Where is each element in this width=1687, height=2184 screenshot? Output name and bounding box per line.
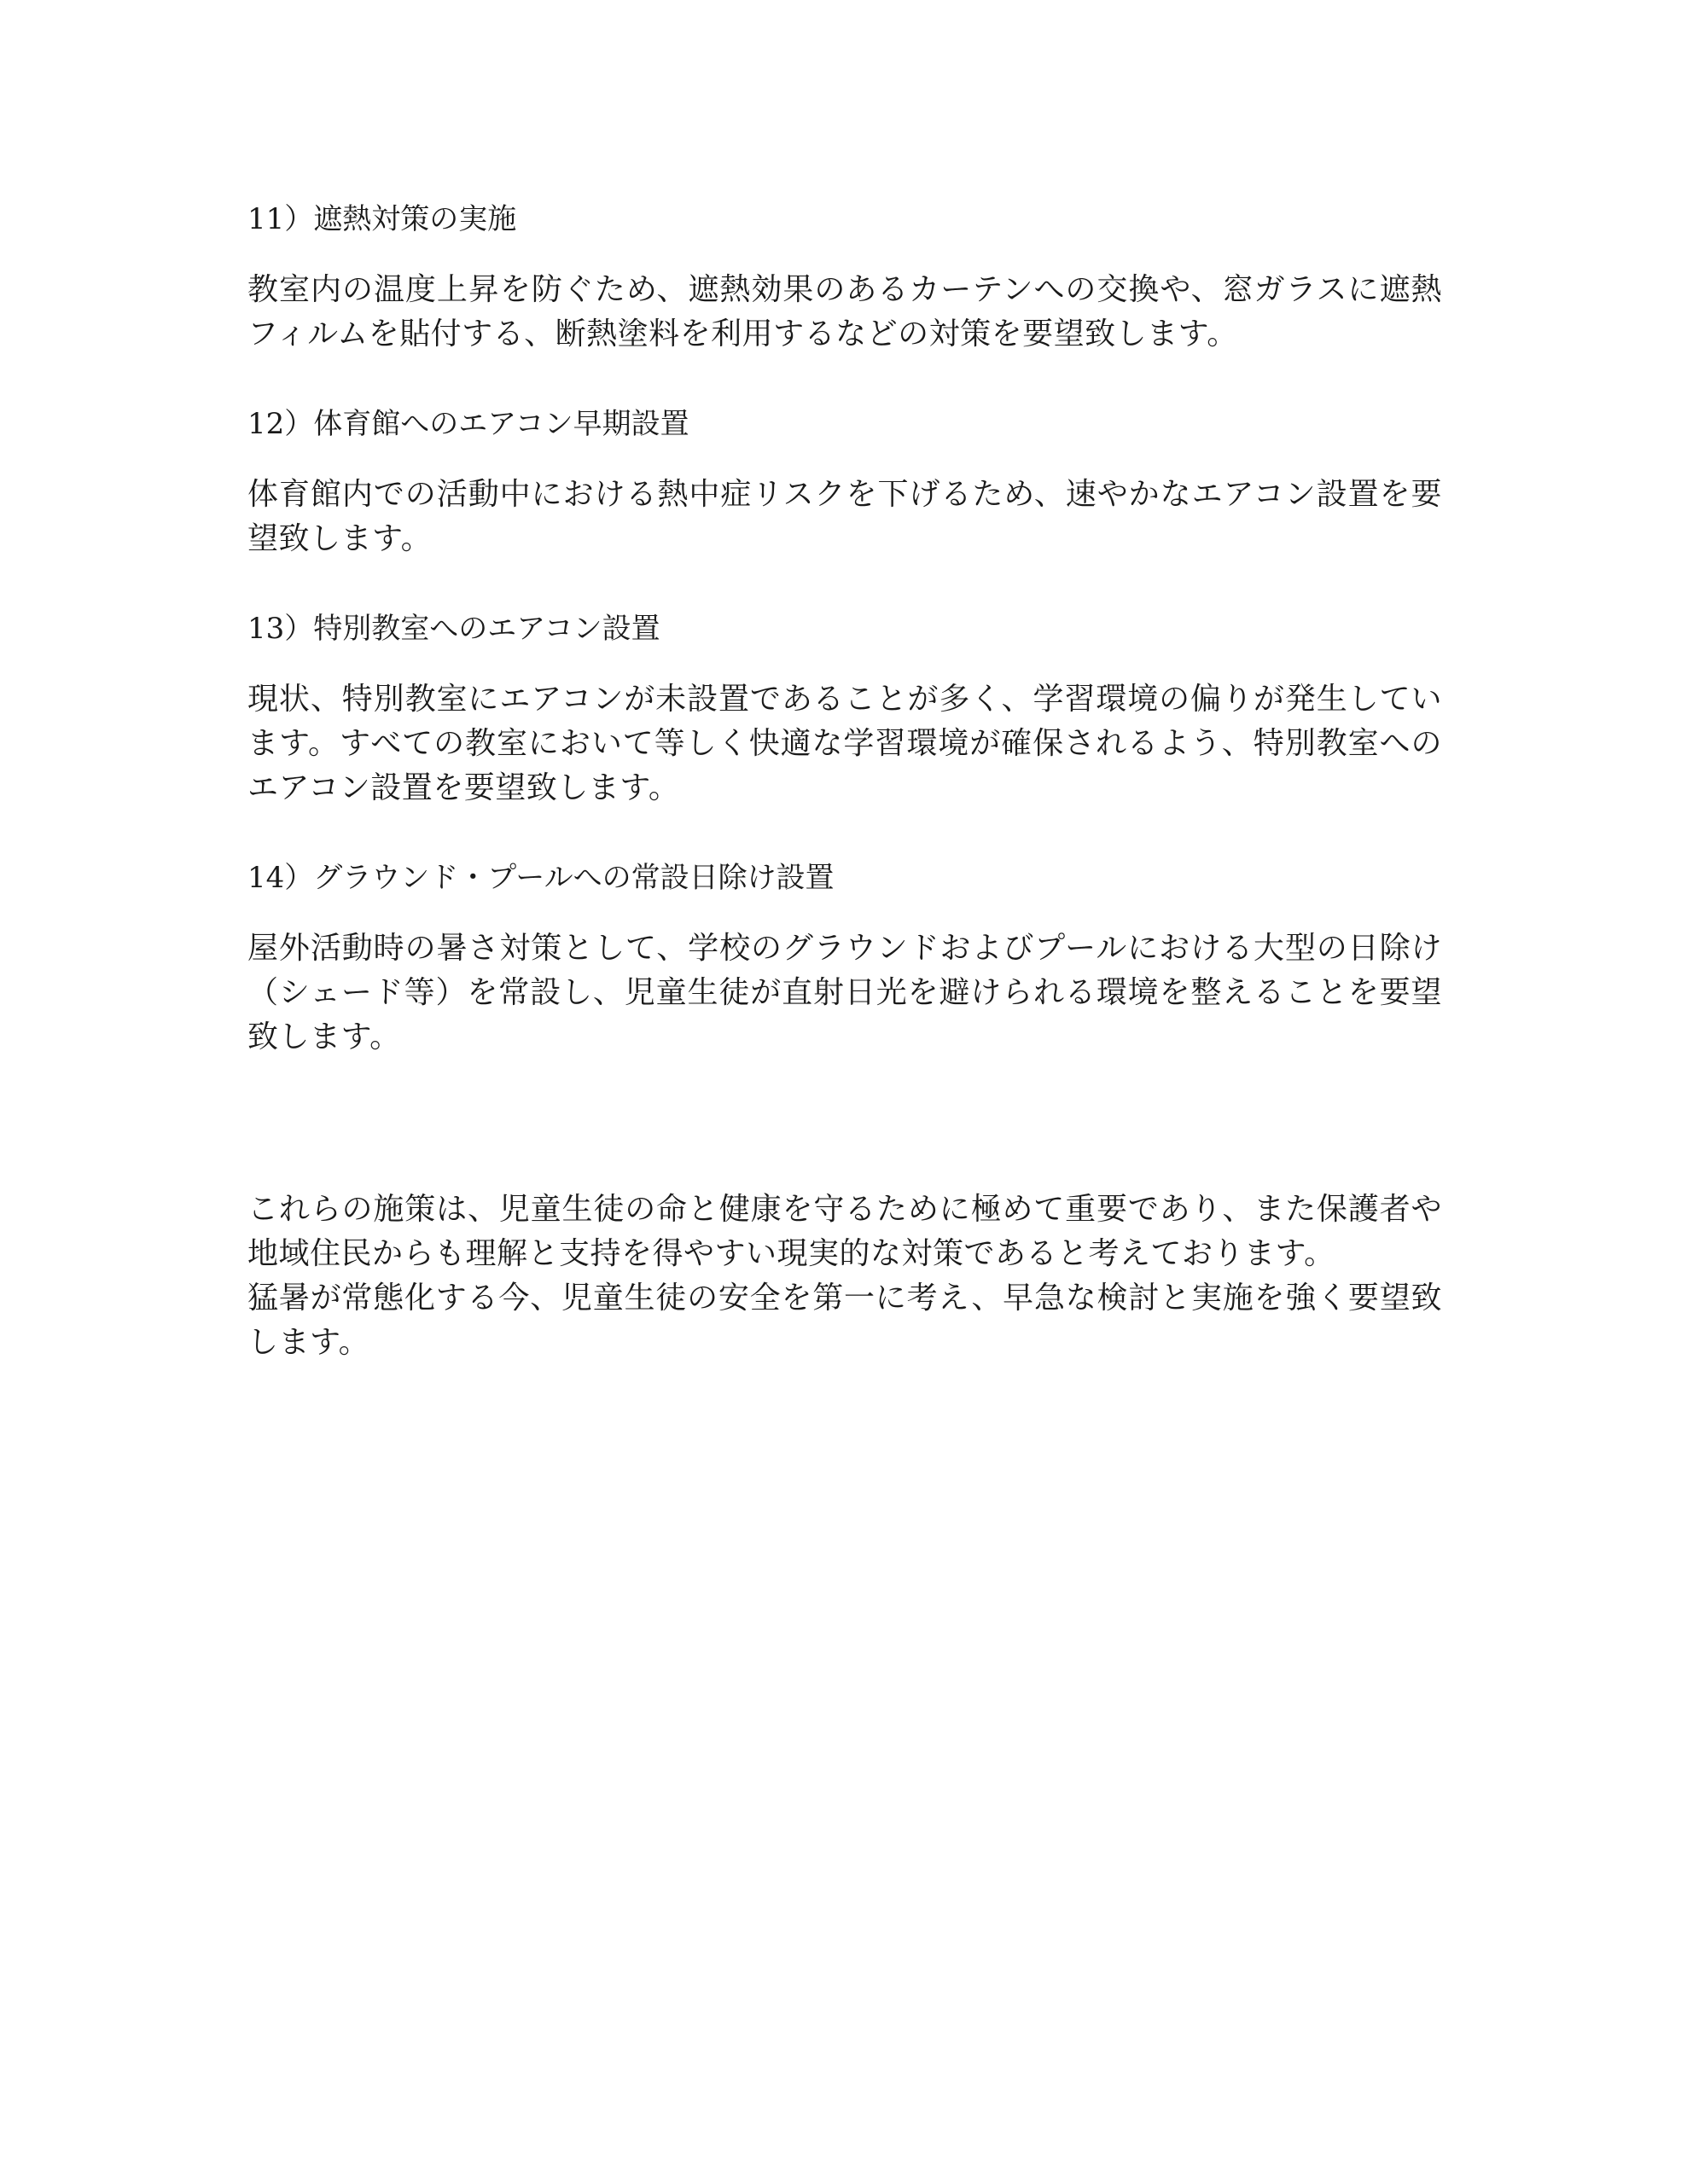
section-body: 屋外活動時の暑さ対策として、学校のグラウンドおよびプールにおける大型の日除け（シェード等）を常設し、児童生徒が直射日光を避けられる環境を整えることを要望致します。: [247, 931, 1442, 1054]
section-12: [247, 401, 1442, 561]
section-14: [247, 855, 1442, 1060]
section-11: [247, 196, 1442, 357]
section-heading: 13）特別教室へのエアコン設置: [247, 612, 660, 646]
closing-paragraph: [247, 1188, 1442, 1365]
section-body: 現状、特別教室にエアコンが未設置であることが多く、学習環境の偏りが発生しています。すべての教室において等しく快適な学習環境が確保されるよう、特別教室へのエアコン設置を要望致します。: [247, 682, 1442, 805]
section-13: [247, 606, 1442, 810]
section-body: 教室内の温度上昇を防ぐため、遮熱効果のあるカーテンへの交換や、窓ガラスに遮熱フィルムを貼付する、断熱塗料を利用するなどの対策を要望致します。: [247, 272, 1442, 351]
section-heading: 12）体育館へのエアコン早期設置: [247, 407, 689, 441]
document-content: [247, 196, 1442, 1365]
section-body: 体育館内での活動中における熱中症リスクを下げるため、速やかなエアコン設置を要望致します。: [247, 477, 1442, 556]
closing-line: 猛暑が常態化する今、児童生徒の安全を第一に考え、早急な検討と実施を強く要望致します。: [247, 1281, 1442, 1360]
closing-line: これらの施策は、児童生徒の命と健康を守るために極めて重要であり、また保護者や地域住民からも理解と支持を得やすい現実的な対策であると考えております。: [247, 1192, 1442, 1271]
section-heading: 14）グラウンド・プールへの常設日除け設置: [247, 861, 835, 895]
section-heading: 11）遮熱対策の実施: [247, 202, 517, 236]
